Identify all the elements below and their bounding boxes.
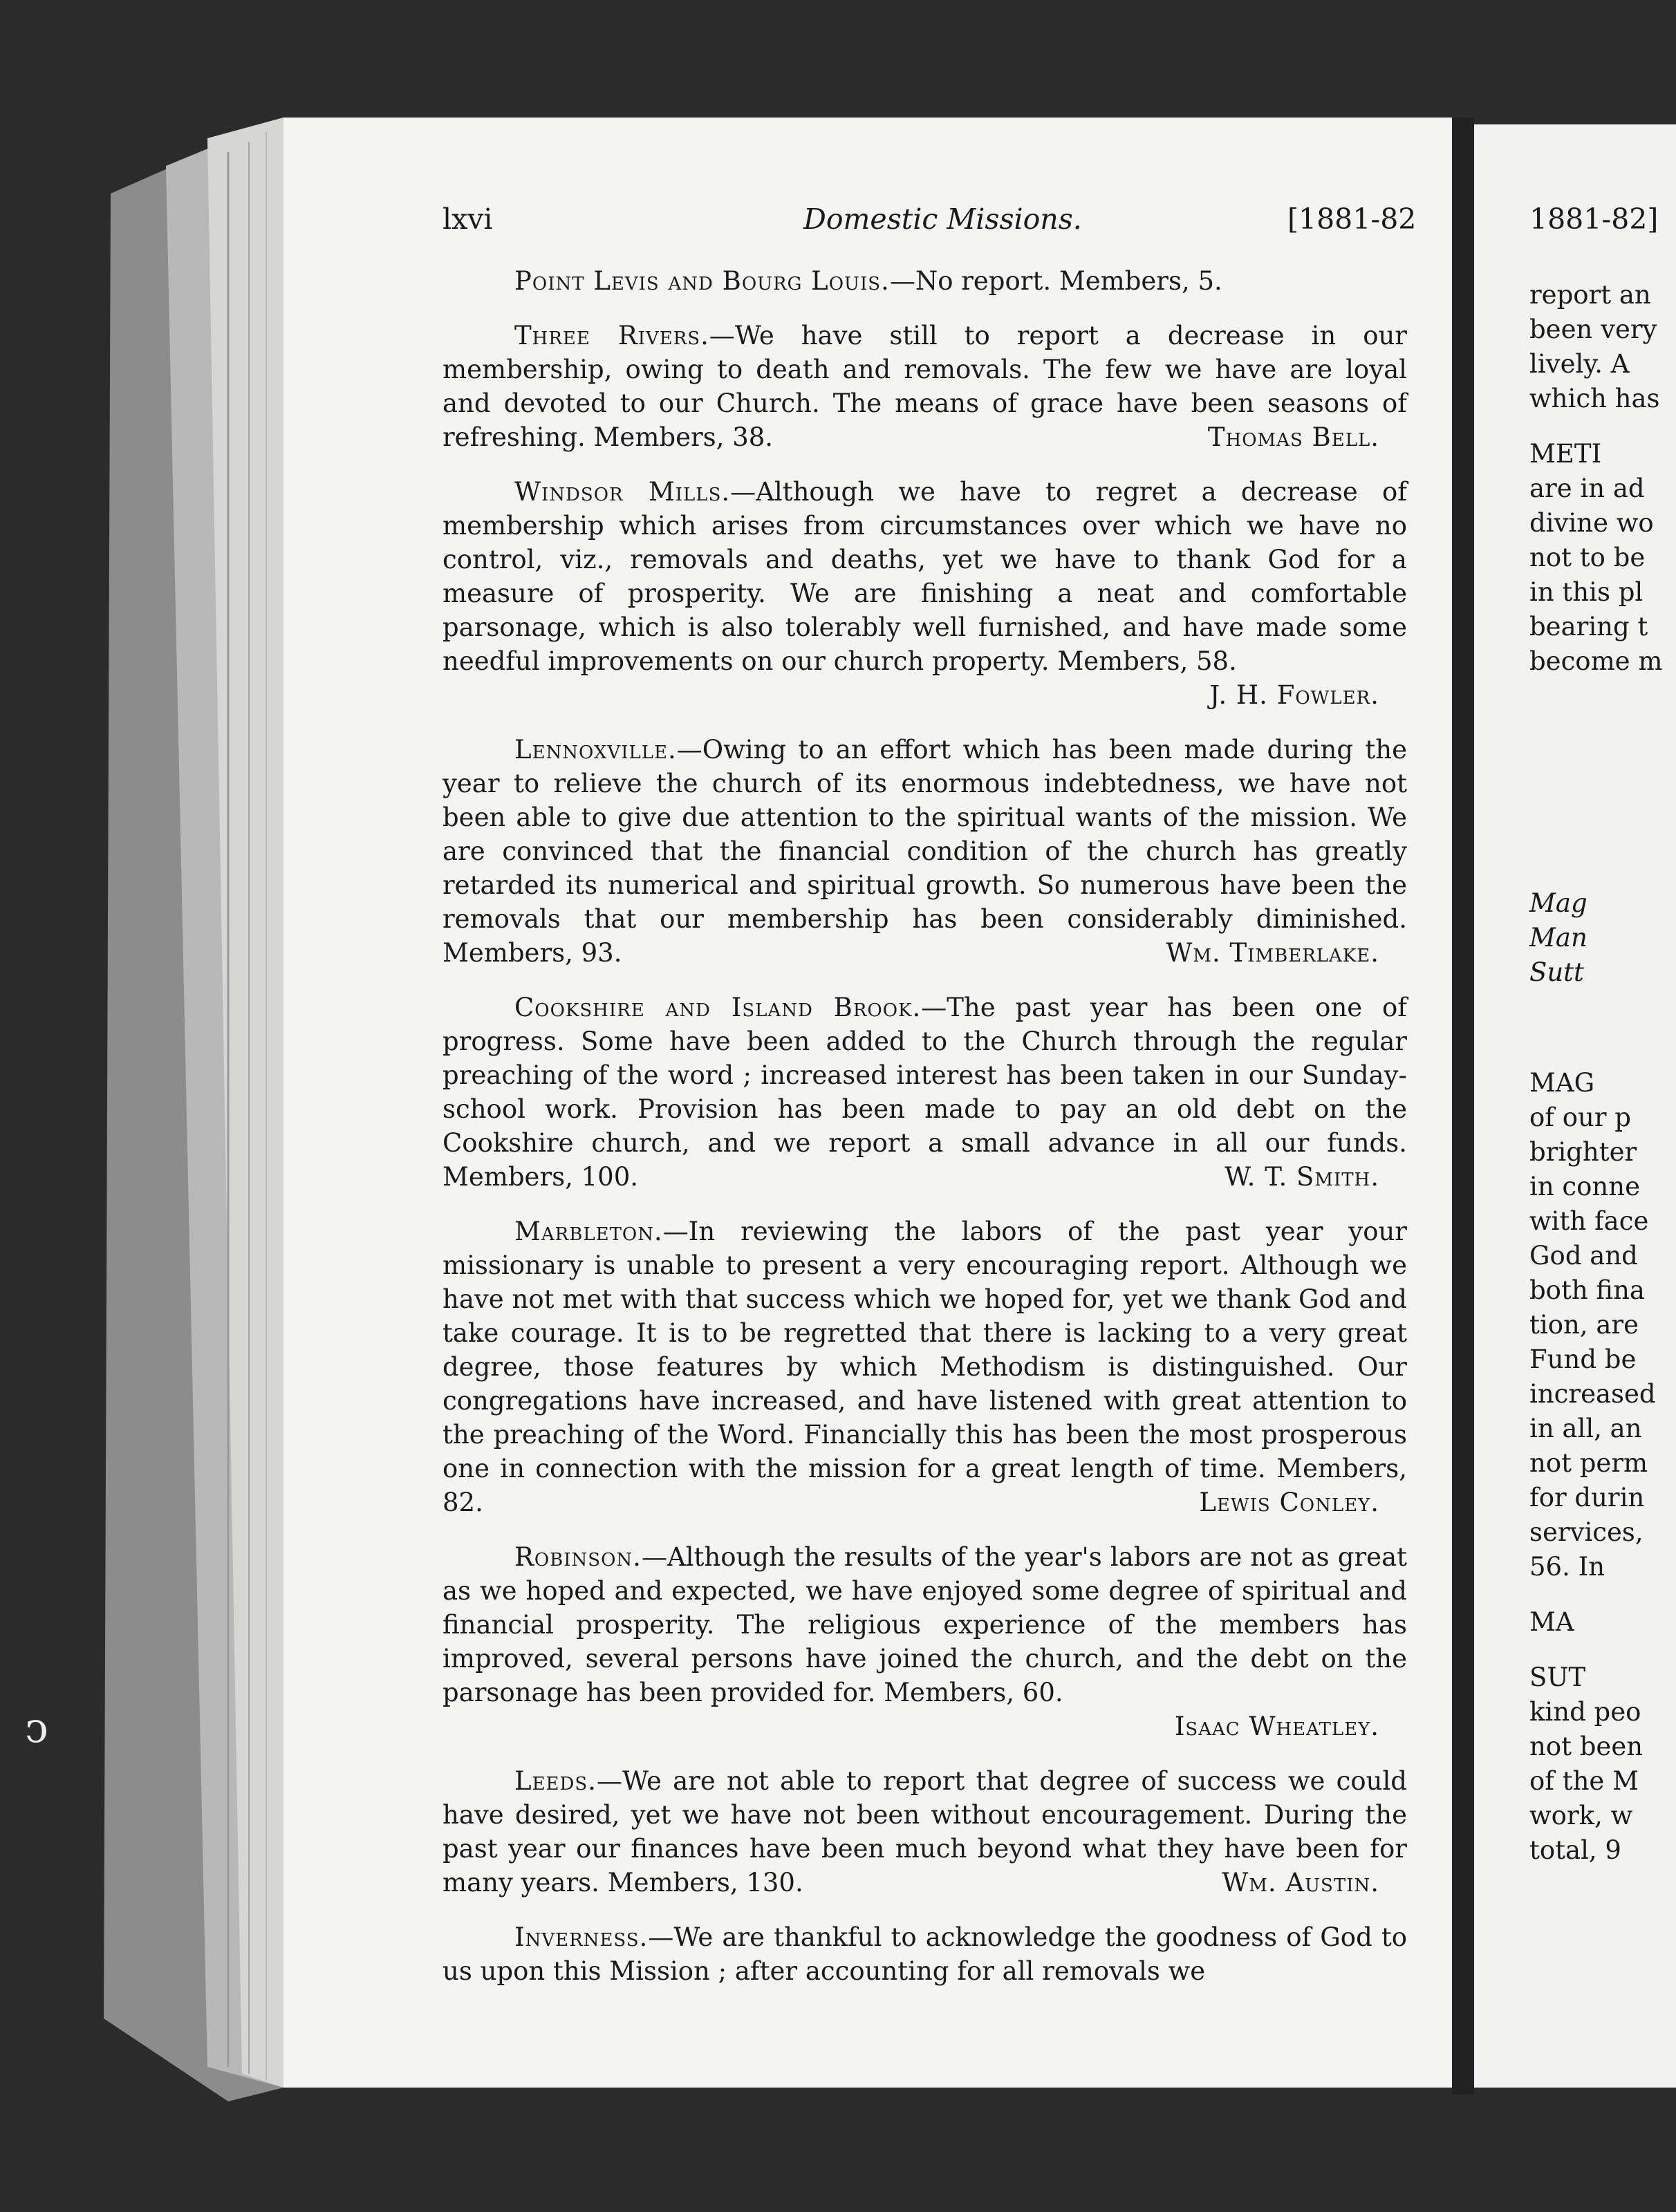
right-page-line: increased: [1529, 1379, 1656, 1409]
page-number: lxvi: [443, 203, 493, 236]
right-page-line: God and: [1529, 1241, 1638, 1271]
entry-signature: Isaac Wheatley.: [1174, 1712, 1379, 1741]
entry-name: Point Levis and Bourg Louis.: [514, 266, 890, 296]
entry-name: Robinson.: [514, 1542, 642, 1572]
entry-name: Lennoxville.: [514, 735, 677, 765]
right-block-1: [1529, 278, 1676, 416]
text-column: [443, 264, 1407, 2009]
right-page-line: Mag: [1529, 888, 1587, 918]
right-page-line: divine wo: [1529, 508, 1654, 538]
entry-signature: Wm. Timberlake.: [1166, 938, 1379, 968]
entry-text: —No report. Members, 5.: [889, 266, 1222, 296]
entry-signature: J. H. Fowler.: [1209, 680, 1379, 710]
entry: [443, 1764, 1407, 1900]
entry-name: Three Rivers.: [514, 321, 709, 350]
right-page-line: are in ad: [1529, 474, 1645, 503]
margin-mark: ↄ: [25, 1704, 48, 1752]
right-page-line: METI: [1529, 439, 1602, 469]
right-page-line: not perm: [1529, 1448, 1648, 1478]
entry-text: —Owing to an effort which has been made during the year to relieve the church of its enormous indebtedness, we have not been able to give due attention to the spiritual wants of the mission. We are convinced that the financial condition of the church has greatly retarded its numerical and spiritual growth. So numerous have been the removals that our membership has been considerably diminished. Members, 93.: [443, 735, 1407, 968]
right-page-line: in all, an: [1529, 1414, 1642, 1443]
right-block-3: [1529, 886, 1676, 990]
right-year-range: 1881-82]: [1529, 203, 1659, 236]
entry-name: Inverness.: [514, 1922, 649, 1952]
right-page-line: MAG: [1529, 1068, 1595, 1098]
entry-signature: Lewis Conley.: [1199, 1488, 1379, 1517]
entry-text: —The past year has been one of progress. Some have been added to the Church through the regular preaching of the word ; increased interest has been taken in our Sunday-school work. Provision has been made to pay an old debt on the Cookshire church, and we report a small advance in all our funds. Members, 100.: [443, 993, 1407, 1192]
entry-signature: Wm. Austin.: [1222, 1868, 1379, 1897]
entry-name: Marbleton.: [514, 1217, 663, 1246]
running-title: Domestic Missions.: [803, 203, 1082, 236]
right-block-2: [1529, 437, 1676, 679]
right-page-line: both fina: [1529, 1275, 1645, 1305]
right-block-5: [1529, 1605, 1676, 1640]
right-page-line: SUT: [1529, 1662, 1586, 1692]
entry-signature: Thomas Bell.: [1207, 422, 1379, 452]
right-page-line: become m: [1529, 646, 1663, 676]
entry-text: —Although we have to regret a decrease of membership which arises from circumstances over which we have no control, viz., removals and deaths, yet we have to thank God for a measure of prosperity. We are finishing a neat and comfortable parsonage, which is also tolerably well furnished, and have made some needful improvements on our church property. Members, 58.: [443, 477, 1408, 676]
right-page-line: Sutt: [1529, 957, 1584, 987]
entry: [443, 475, 1407, 712]
right-page-text: [1529, 278, 1676, 1868]
right-page-line: Fund be: [1529, 1344, 1637, 1374]
entry-text: —We are not able to report that degree of success we could have desired, yet we have not been without encouragement. During the past year our finances have been much beyond what they have been for many years. Members, 130.: [443, 1766, 1407, 1897]
entry: [443, 1215, 1407, 1519]
right-page-line: of our p: [1529, 1103, 1631, 1132]
entry: [443, 264, 1407, 298]
entry: [443, 733, 1407, 970]
right-page-line: not to be: [1529, 543, 1646, 572]
entry-signature: W. T. Smith.: [1225, 1162, 1379, 1192]
right-page-line: in this pl: [1529, 577, 1644, 607]
right-page-line: Man: [1529, 923, 1587, 953]
right-page-line: tion, are: [1529, 1310, 1639, 1340]
right-page-line: report an: [1529, 280, 1651, 310]
year-range: [1881-82: [1287, 203, 1417, 236]
right-page-line: been very: [1529, 315, 1657, 344]
right-page-line: of the M: [1529, 1766, 1639, 1796]
entry: [443, 1920, 1407, 1988]
right-page-line: lively. A: [1529, 349, 1630, 379]
right-page-line: 56. In: [1529, 1552, 1605, 1582]
entry: [443, 991, 1407, 1194]
entry-name: Cookshire and Island Brook.: [514, 993, 922, 1022]
right-block-4: [1529, 1066, 1676, 1584]
right-page-line: which has: [1529, 384, 1660, 413]
right-page-line: brighter: [1529, 1137, 1637, 1167]
right-page-line: services,: [1529, 1517, 1644, 1547]
right-page-line: work, w: [1529, 1801, 1633, 1830]
right-page-line: kind peo: [1529, 1697, 1641, 1727]
right-page-line: in conne: [1529, 1172, 1640, 1201]
entry-text: —Although the results of the year's labors are not as great as we hoped and expected, we have enjoyed some degree of spiritual and financial prosperity. The religious experience of the members has improved, several persons have joined the church, and the debt on the parsonage has been provided for. Members, 60.: [443, 1542, 1407, 1707]
right-page-line: not been: [1529, 1732, 1644, 1761]
right-page-line: total, 9: [1529, 1835, 1621, 1865]
right-block-6: [1529, 1660, 1676, 1868]
right-page-line: with face: [1529, 1206, 1649, 1236]
right-page-line: bearing t: [1529, 612, 1648, 641]
right-page-line: for durin: [1529, 1483, 1645, 1512]
right-page-line: MA: [1529, 1607, 1574, 1637]
entry-text: —We are thankful to acknowledge the goodness of God to us upon this Mission ; after accounting for all removals we: [443, 1922, 1407, 1986]
entry-text: —We have still to report a decrease in our membership, owing to death and removals. The few we have are loyal and devoted to our Church. The means of grace have been seasons of refreshing. Members, 38.: [443, 321, 1407, 452]
entry-text: —In reviewing the labors of the past year your missionary is unable to present a very encouraging report. Although we have not met with that success which we hoped for, yet we thank God and take courage. It is to be regretted that there is lacking to a very great degree, those features by which Methodism is distinguished. Our congregations have increased, and have listened with great attention to the preaching of the Word. Financially this has been the most prosperous one in connection with the mission for a great length of time. Members, 82.: [443, 1217, 1407, 1517]
entry: [443, 1540, 1407, 1743]
entry-name: Leeds.: [514, 1766, 597, 1796]
entry: [443, 319, 1407, 454]
entry-name: Windsor Mills.: [514, 477, 731, 507]
